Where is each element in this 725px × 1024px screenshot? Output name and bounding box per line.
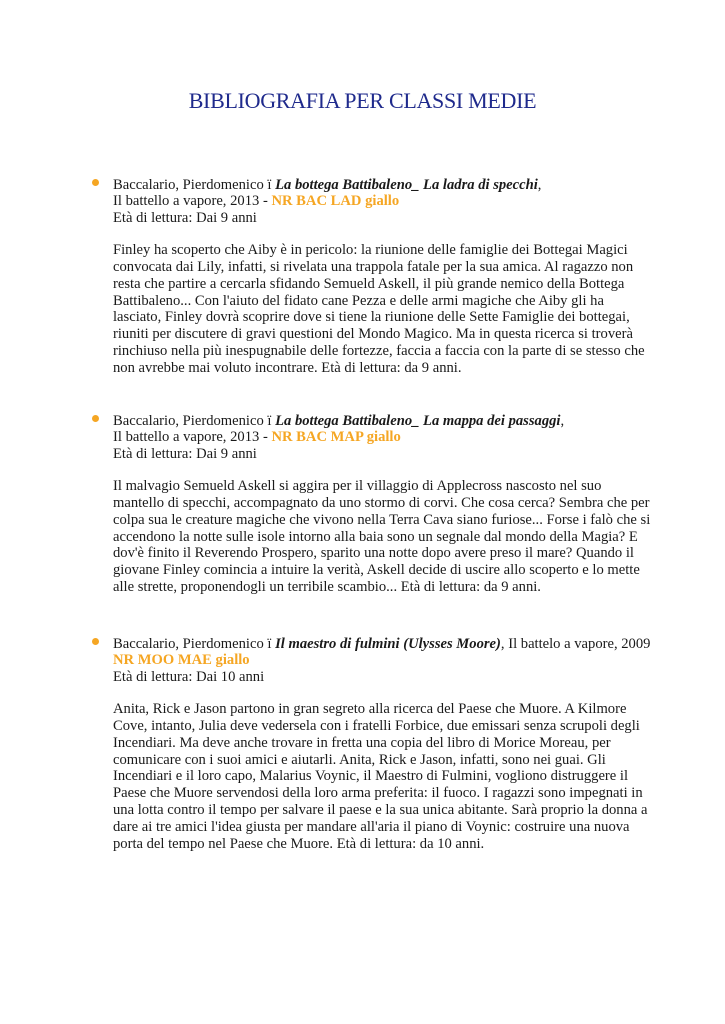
description-line: non avrebbe mai voluto incontrare. Età di lettura: da 9 anni. [113, 359, 462, 376]
bibliography-entry [113, 413, 658, 596]
description-line: dare ai tre amici l'idea giusta per mandare all'aria il piano di Voynic: costruire una nuova [113, 818, 630, 835]
shelf-code: NR BAC LAD giallo [271, 193, 400, 210]
bullet-icon [92, 179, 99, 186]
after-title: , Il battelo a vapore, 2009 [500, 636, 651, 652]
reading-age: Età di lettura: Dai 9 anni [113, 445, 257, 462]
after-title: , [560, 413, 565, 429]
publisher-line [113, 193, 658, 209]
description-line: Incendiari. Ma deve anche trovare in fretta una copia del libro di Morice Moreau, per [113, 734, 611, 751]
publisher-line [113, 429, 658, 445]
description-line: Battibaleno... Con l'aiuto del fidato cane Pezza e delle armi magiche che Aiby gli ha [113, 292, 604, 309]
bibliography-entry [113, 177, 658, 377]
after-title: , [537, 177, 542, 193]
reading-age: Età di lettura: Dai 10 anni [113, 668, 265, 685]
description-line: rinchiuso nella più inespugnabile delle fortezze, faccia a faccia con la parte di se stesso che [113, 343, 645, 359]
description-line: Cove, intanto, Julia deve vedersela con i fratelli Forbice, due emissari senza scrupoli degli [113, 718, 640, 735]
description-line: una lotta contro il tempo per salvare il paese e la sua unica abitante. Sarà proprio la donna a [113, 802, 648, 818]
book-title: La bottega Battibaleno_ La ladra di specchi [275, 177, 538, 193]
publisher: Il battello a vapore, 2013 - [113, 429, 272, 446]
entry-heading [113, 413, 658, 429]
description-line: giovane Finley comincia a intuire la verità, Askell decide di uscire allo scoperto e lo mette [113, 562, 640, 579]
book-title: Il maestro di fulmini (Ulysses Moore) [275, 636, 501, 652]
author: Baccalario, Pierdomenico ï [113, 177, 276, 193]
bullet-icon [92, 638, 99, 645]
description-line: Paese che Muore servendosi della loro arma preferita: il fuoco. I ragazzi sono impegnati in [113, 785, 643, 802]
description-line: resta che partire a cercarla sfidando Semueld Askell, il più grande nemico della Bottega [113, 275, 625, 292]
bibliography-entry [113, 636, 658, 852]
description [113, 701, 658, 852]
page-title: BIBLIOGRAFIA PER CLASSI MEDIE [188, 88, 537, 113]
author: Baccalario, Pierdomenico ï [113, 636, 276, 652]
shelf-code: NR MOO MAE giallo [113, 652, 250, 669]
description [113, 242, 658, 376]
publisher-line [113, 652, 658, 668]
entry-heading [113, 636, 658, 652]
shelf-code: NR BAC MAP giallo [271, 429, 401, 446]
description-line: lasciato, Finley dovrà scoprire dove si tiene la riunione delle Sette Famiglie dei bottegai, [113, 309, 630, 326]
author: Baccalario, Pierdomenico ï [113, 413, 276, 429]
description [113, 478, 658, 596]
description-line: dov'è finito il Reverendo Prospero, sparito una notte dopo avere preso il mare? Quando il [113, 545, 634, 562]
description-line: Il malvagio Semueld Askell si aggira per il villaggio di Applecross nascosto nel suo [113, 478, 602, 495]
entry-heading [113, 177, 658, 193]
description-line: convocata dai Lily, infatti, si rivelata una trappola fatale per la sua amica. Al ragazzo non [113, 259, 634, 276]
description-line: Anita, Rick e Jason partono in gran segreto alla ricerca del Paese che Muore. A Kilmore [113, 701, 627, 718]
description-line: alle strette, proponendogli un terribile scambio... Età di lettura: da 9 anni. [113, 579, 541, 595]
description-line: accendono la notte sulle isole intorno alla baia sono un segnale dal mondo della Magia? E [113, 528, 638, 545]
publisher: Il battello a vapore, 2013 - [113, 193, 272, 210]
description-line: Finley ha scoperto che Aiby è in pericolo: la riunione delle famiglie dei Bottegai Magici [113, 242, 628, 259]
description-line: colpa sua le creature magiche che vivono nella Terra Cava siano furiose... Forse i falò che si [113, 511, 651, 528]
description-line: porta del tempo nel Paese che Muore. Età di lettura: da 10 anni. [113, 835, 485, 852]
description-line: riuniti per discutere di gravi questioni del Mondo Magico. Ma in questa ricerca si troverà [113, 326, 633, 343]
reading-age: Età di lettura: Dai 9 anni [113, 209, 257, 226]
bullet-icon [92, 415, 99, 422]
description-line: mantello di specchi, accompagnato da uno stormo di corvi. Che cosa cerca? Sembra che per [113, 495, 650, 512]
description-line: Incendiari e il loro capo, Malarius Voynic, il Maestro di Fulmini, vogliono distruggere il [113, 768, 629, 785]
book-title: La bottega Battibaleno_ La mappa dei passaggi [275, 413, 561, 429]
description-line: comunicare con i suoi amici e aiutarli. Anita, Rick e Jason, infatti, sono nei guai. Gli [113, 751, 606, 768]
